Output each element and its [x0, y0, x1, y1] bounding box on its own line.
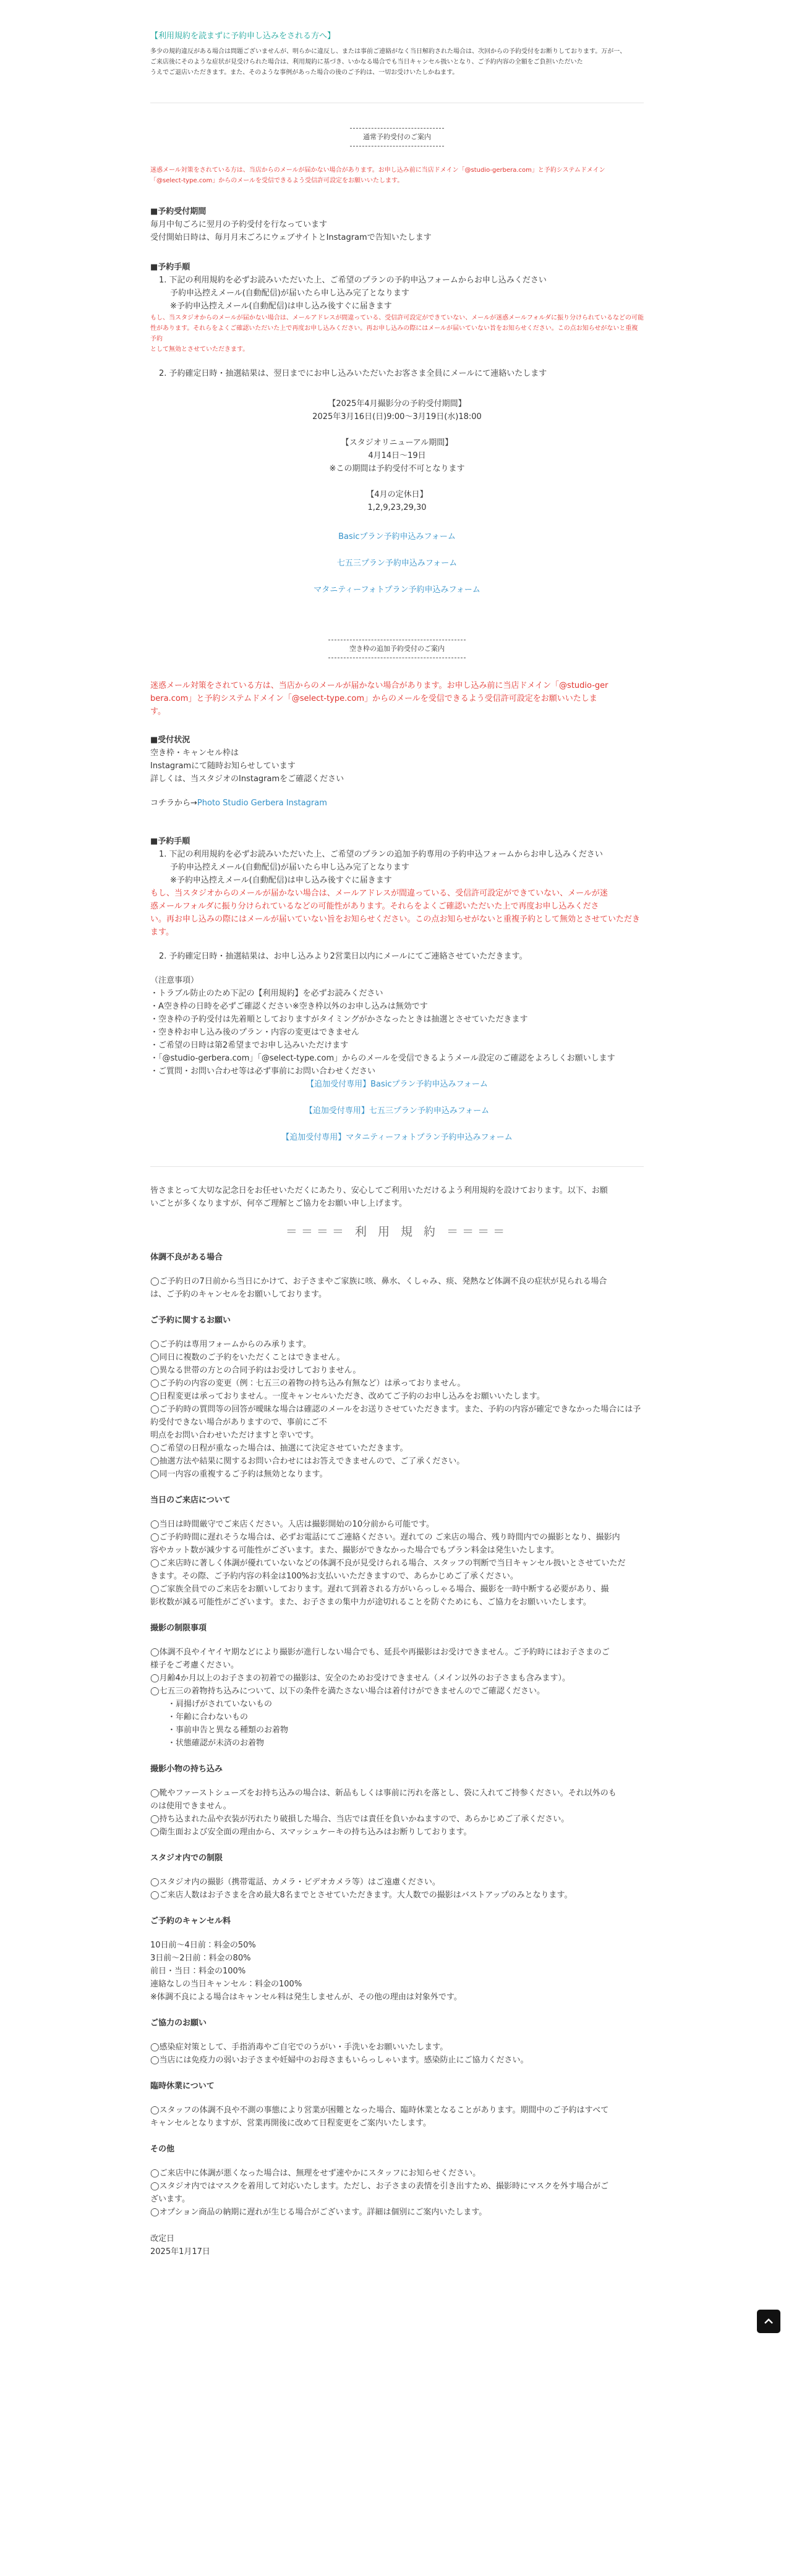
step1-warning [150, 313, 644, 355]
period-title: ■予約受付期間 [150, 207, 207, 216]
terms-line: のは使用できません。 [150, 1802, 231, 1811]
terms-line: ◯オプション商品の納期に遅れが生じる場合がございます。詳細は個別にご案内いたします。 [150, 2208, 487, 2217]
terms-subline: ・肩揚げがされていないもの [168, 1700, 273, 1709]
terms-section-title: スタジオ内での制限 [150, 1854, 223, 1863]
terms-section-body [150, 1787, 644, 1839]
terms-line: ◯抽選方法や結果に関するお問い合わせにはお答えできませんので、ご了承ください。 [150, 1457, 465, 1466]
terms-line: キャンセルとなりますが、営業再開後に改めて日程変更をご案内いたします。 [150, 2119, 431, 2128]
notice-line: 「@select-type.com」からのメールを受信できるよう受信許可設定をお願いいたします。 [150, 177, 404, 184]
terms-line: ◯当日は時間厳守でご来店ください。入店は撮影開始の10分前から可能です。 [150, 1520, 435, 1529]
terms-section-title: 臨時休業について [150, 2082, 215, 2091]
terms-line: ◯ご予約時間に遅れそうな場合は、必ずお電話にてご連絡ください。遅れての ご来店の場合、残り時間内での撮影となり、撮影内 [150, 1533, 620, 1542]
terms-line: ◯異なる世帯の方との合同予約はお受けしておりません。 [150, 1366, 361, 1375]
terms-line: ◯ご来店人数はお子さまを含め最大8名までとさせていただきます。大人数での撮影はバストアップのみとなります。 [150, 1891, 573, 1900]
terms-line: 様子をご考慮ください。 [150, 1661, 239, 1670]
terms-subline: ・事前申告と異なる種類のお着物 [168, 1726, 289, 1735]
terms-line: ◯七五三の着物持ち込みについて、以下の条件を満たさない場合は着付けができませんのでご確認ください。 [150, 1687, 545, 1696]
terms-section-title: 撮影の制限事項 [150, 1624, 207, 1633]
note-item: ・空き枠の予約受付は先着順としておりますがタイミングがかさなったときは抽選とさせていただきます [150, 1015, 528, 1024]
basic-form-link[interactable]: Basicプラン予約申込みフォーム [338, 532, 456, 541]
terms-line: ◯ご予約時の質問等の回答が曖昧な場合は確認のメールをお送りさせていただきます。また、予約の内容が確定できなかった場合には予約受付できない場合がありますので、事前にご不 [150, 1405, 641, 1427]
terms-subline: ・年齢に合わないもの [168, 1713, 249, 1722]
terms-line: ◯月齢4か月以上のお子さまの初着での撮影は、安全のためお受けできません（メイン以外のお子さまも含みます）。 [150, 1674, 571, 1683]
maternity-form-link[interactable]: マタニティーフォトプラン予約申込みフォーム [314, 585, 480, 595]
extra-maternity-form-link[interactable]: 【追加受付専用】マタニティーフォトプラン予約申込みフォーム [281, 1133, 513, 1142]
step1-sub-line: ※予約申込控えメール(自動配信)は申し込み後すぐに届きます [170, 876, 392, 885]
instagram-link[interactable]: Photo Studio Gerbera Instagram [197, 799, 327, 808]
chevron-up-icon [764, 2318, 773, 2324]
terms-line: 連絡なしの当日キャンセル：料金の100% [150, 1980, 302, 1989]
terms-title: ＝＝＝＝ 利 用 規 約 ＝＝＝＝ [285, 1225, 509, 1239]
terms-subline: ・状態確認が未済のお着物 [168, 1739, 265, 1748]
schedule-line: 【スタジオリニューアル期間】 [341, 438, 453, 447]
notice-line: す。 [150, 707, 166, 716]
terms-line: 明点をお問い合わせいただけますと幸いです。 [150, 1431, 318, 1440]
page-content [150, 0, 644, 2258]
terms-line: は、ご予約のキャンセルをお願いしております。 [150, 1290, 327, 1299]
terms-section-title: ご予約に関するお願い [150, 1316, 231, 1325]
notes-title: （注意事項） [150, 976, 199, 985]
instagram-row [150, 797, 644, 810]
terms-section-title: 体調不良がある場合 [150, 1253, 223, 1262]
instagram-prefix: コチラから→ [150, 799, 197, 808]
terms-line: ◯ご来店時に著しく体調が優れていないなどの体調不良が見受けられる場合、スタッフの判断で当日キャンセル扱いとさせていただ [150, 1559, 626, 1568]
extra-spam-notice [150, 679, 644, 718]
step1-sub-line: ※予約申込控えメール(自動配信)は申し込み後すぐに届きます [170, 302, 392, 311]
regular-spam-notice [150, 165, 644, 186]
extra-step1: 1. 下記の利用規約を必ずお読みいただいた上、ご希望のプランの追加予約専用の予約申込フォームからお申し込みください [159, 850, 603, 859]
terms-line: ◯ご予約は専用フォームからのみ承ります。 [150, 1340, 311, 1349]
terms-section-body [150, 1646, 644, 1750]
terms-line: ◯当店には免疫力の弱いお子さまや妊婦中のお母さまもいらっしゃいます。感染防止にご協力ください。 [150, 2056, 529, 2065]
terms-section-title: その他 [150, 2145, 175, 2154]
schedule-block [150, 397, 644, 514]
terms-line: 影枚数が減る可能性がございます。また、お子さまの集中力が途切れることを防ぐためにも、ご協力をお願いいたします。 [150, 1598, 591, 1607]
terms-line: ◯感染症対策として、手指消毒やご自宅でのうがい・手洗いをお願いいたします。 [150, 2043, 448, 2052]
schedule-line: 【4月の定休日】 [366, 490, 428, 499]
terms-line: ◯同日に複数のご予約をいただくことはできません。 [150, 1353, 345, 1362]
step1-sub-line: 予約申込控えメール(自動配信)が届いたら申し込み完了となります [170, 863, 409, 872]
shichigosan-form-link[interactable]: 七五三プラン予約申込みフォーム [336, 559, 458, 568]
notes-list [150, 987, 644, 1078]
extra-step1-sub [150, 861, 644, 887]
status-line: 空き枠・キャンセル枠は [150, 748, 239, 758]
period-line: 毎月中旬ごろに翌月の予約受付を行なっています [150, 220, 328, 229]
extra-flow-title: ■予約手順 [150, 837, 190, 846]
terms-line: ◯日程変更は承っておりません。一度キャンセルいただき、改めてご予約のお申し込みをお願いいたします。 [150, 1392, 545, 1401]
terms-section-body [150, 1518, 644, 1609]
schedule-line: 4月14日〜19日 [368, 451, 426, 460]
terms-line: ◯靴やファーストシューズをお持ち込みの場合は、新品もしくは事前に汚れを落とし、袋に入れてご持参ください。それ以外のも [150, 1789, 617, 1798]
status-line: 詳しくは、当スタジオのInstagramをご確認ください [150, 774, 344, 784]
notice-line: 迷惑メール対策をされている方は、当店からのメールが届かない場合があります。お申し込み前に当店ドメイン「@studio-ger [150, 681, 608, 690]
terms-section-body [150, 2167, 644, 2219]
terms-intro [150, 1184, 644, 1210]
period-lines [150, 218, 644, 244]
warning-line: 性があります。それらをよくご確認いただいた上で再度お申し込みください。再お申し込みの際にはメールが届いていない旨をお知らせください。この点お知らせがないと重複予約 [150, 325, 638, 342]
back-to-top-button[interactable] [757, 2310, 780, 2333]
warning-line: ます。 [150, 928, 174, 937]
schedule-line: 2025年3月16日(日)9:00〜3月19日(水)18:00 [312, 412, 482, 422]
terms-line: ◯スタジオ内の撮影（携帯電話、カメラ・ビデオカメラ等）はご遠慮ください。 [150, 1878, 440, 1887]
terms-line: きます。その際、ご予約内容の料金は100%お支払いいただきますので、あらかじめご了承ください。 [150, 1572, 518, 1581]
revised-date: 2025年1月17日 [150, 2247, 210, 2256]
terms-section-body [150, 1939, 644, 2004]
terms-section-body [150, 2104, 644, 2130]
terms-line: 10日前〜4日前：料金の50% [150, 1941, 256, 1950]
terms-intro-line: いごとが多くなりますが、何卒ご理解とご協力をお願い申し上げます。 [150, 1199, 407, 1208]
warning-line: もし、当スタジオからのメールが届かない場合は、メールアドレスが間違っている、受信許可設定ができていない、メールが迷 [150, 889, 608, 898]
terms-line: ◯ご来店中に体調が悪くなった場合は、無理をせず速やかにスタッフにお知らせください。 [150, 2169, 481, 2178]
extra-box-label: 空き枠の追加予約受付のご案内 [328, 640, 466, 658]
status-title: ■受付状況 [150, 735, 190, 745]
terms-line: ◯衛生面および安全面の理由から、スマッシュケーキの持ち込みはお断りしております。 [150, 1828, 472, 1837]
terms-line: ざいます。 [150, 2195, 190, 2204]
intro-line: ご来店後にそのような症状が見受けられた場合は、利用規約に基づき、いかなる場合でも当日キャンセル扱いとなり、ご予約内容の全額をご負担いただいた [150, 59, 583, 66]
terms-section-title: 当日のご来店について [150, 1496, 231, 1505]
regular-box-label: 通常予約受付のご案内 [350, 128, 444, 146]
notice-line: 迷惑メール対策をされている方は、当店からのメールが届かない場合があります。お申し込み前に当店ドメイン「@studio-gerbera.com」と予約システムドメイン [150, 167, 605, 174]
terms-line: ◯ご希望の日程が重なった場合は、抽選にて決定させていただきます。 [150, 1444, 408, 1453]
warning-line: もし、当スタジオからのメールが届かない場合は、メールアドレスが間違っている、受信許可設定ができていない、メールが迷惑メールフォルダに振り分けられているなどの可能 [150, 315, 644, 321]
terms-section-body [150, 1338, 644, 1481]
terms-line: ◯体調不良やイヤイヤ期などにより撮影が進行しない場合でも、延長や再撮影はお受けできません。ご予約時にはお子さまのご [150, 1648, 610, 1657]
step1-sub-line: 予約申込控えメール(自動配信)が届いたら申し込み完了となります [170, 289, 409, 298]
terms-intro-line: 皆さまとって大切な記念日をお任せいただくにあたり、安心してご利用いただけるよう利用規約を設けております。以下、お願 [150, 1186, 608, 1195]
note-item: ・ご希望の日時は第2希望までお申し込みいただけます [150, 1041, 349, 1050]
extra-step2: 2. 予約確定日時・抽選結果は、お申し込みより2営業日以内にメールにてご連絡させていただきます。 [159, 952, 527, 961]
terms-line: 3日前〜2日前：料金の80% [150, 1954, 251, 1963]
revised-label: 改定日 [150, 2234, 175, 2243]
terms-section-title: 撮影小物の持ち込み [150, 1765, 223, 1774]
note-item: ・「@studio-gerbera.com」「@select-type.com」からのメールを受信できるようメール設定のご確認をよろしくお願いします [150, 1054, 615, 1063]
terms-line: ※体調不良による場合はキャンセル料は発生しませんが、その他の理由は対象外です。 [150, 1993, 462, 2002]
note-item: ・トラブル防止のため下記の【利用規約】を必ずお読みください [150, 989, 383, 998]
note-item: ・空き枠お申し込み後のプラン・内容の変更はできません [150, 1028, 360, 1037]
terms-line: ◯ご予約日の7日前から当日にかけて、お子さまやご家族に咳、鼻水、くしゃみ、痰、発熱など体調不良の症状が見られる場合 [150, 1277, 607, 1286]
warning-line: 惑メールフォルダに振り分けられているなどの可能性があります。それらをよくご確認いただいた上で再度お申し込みくださ [150, 902, 599, 911]
status-line: Instagramにて随時お知らせしています [150, 761, 296, 771]
extra-basic-form-link[interactable]: 【追加受付専用】Basicプラン予約申込みフォーム [306, 1080, 488, 1089]
note-item: ・ご質問・お問い合わせ等は必ず事前にお問い合わせください [150, 1067, 376, 1076]
step2: 2. 予約確定日時・抽選結果は、翌日までにお申し込みいただいたお客さま全員にメールにて連絡いたします [159, 369, 547, 378]
intro-line: うえでご退店いただきます。また、そのような事例があった場合の後のご予約は、一切お受けいたしかねます。 [150, 69, 459, 76]
step1-sub [150, 287, 644, 313]
terms-section-title: ご協力のお願い [150, 2019, 207, 2028]
terms-line: ◯持ち込まれた品や衣装が汚れたり破損した場合、当店では責任を負いかねますので、あらかじめご了承ください。 [150, 1815, 570, 1824]
terms-line: 容やカット数が減少する可能性がございます。また、撮影ができなかった場合でもプラン料金は発生いたします。 [150, 1546, 559, 1555]
extra-step1-warning [150, 887, 644, 939]
terms-section-body [150, 1876, 644, 1902]
status-lines [150, 747, 644, 786]
step1: 1. 下記の利用規約を必ずお読みいただいた上、ご希望のプランの予約申込フォームからお申し込みください [159, 276, 547, 285]
warning-line: い。再お申し込みの際にはメールが届いていない旨をお知らせください。この点お知らせがないと重複予約として無効とさせていただき [150, 915, 640, 924]
intro-text [150, 46, 644, 78]
terms-line: ◯同一内容の重複するご予約は無効となります。 [150, 1470, 328, 1479]
terms-section-body [150, 2041, 644, 2067]
warning-line: として無効とさせていただきます。 [150, 346, 249, 353]
terms-section-body [150, 1275, 644, 1301]
intro-line: 多少の規約違反がある場合は問題ございませんが、明らかに違反し、または事前ご連絡がなく当日解約された場合は、次回からの予約受付をお断りしております。万が一、 [150, 48, 626, 55]
schedule-line: ※この期間は予約受付不可となります [329, 464, 465, 473]
flow-title: ■予約手順 [150, 263, 190, 272]
terms-line: ◯スタジオ内ではマスクを着用して対応いたします。ただし、お子さまの表情を引き出すため、撮影時にマスクを外す場合がご [150, 2182, 608, 2191]
note-item: ・A空き枠の日時を必ずご確認ください※空き枠以外のお申し込みは無効です [150, 1002, 428, 1011]
notice-line: bera.com」と予約システムドメイン「@select-type.com」からのメールを受信できるよう受信許可設定をお願いいたしま [150, 694, 597, 703]
terms-line: ◯ご家族全員でのご来店をお願いしております。遅れて到着される方がいらっしゃる場合、撮影を一時中断する必要があり、撮 [150, 1585, 609, 1594]
intro-heading: 【利用規約を読まずに予約申し込みをされる方へ】 [150, 32, 336, 41]
terms-line: ◯ご予約の内容の変更（例：七五三の着物の持ち込み有無など）は承っておりません。 [150, 1379, 466, 1388]
terms-section-title: ご予約のキャンセル料 [150, 1917, 231, 1926]
period-line: 受付開始日時は、毎月月末ごろにウェブサイトとInstagramで告知いたします [150, 233, 432, 242]
terms-line: 前日・当日：料金の100% [150, 1967, 246, 1976]
extra-shichigosan-form-link[interactable]: 【追加受付専用】七五三プラン予約申込みフォーム [304, 1106, 490, 1116]
schedule-line: 1,2,9,23,29,30 [367, 503, 427, 512]
schedule-line: 【2025年4月撮影分の予約受付期間】 [328, 399, 466, 409]
terms-line: ◯スタッフの体調不良や不測の事態により営業が困難となった場合、臨時休業となることがあります。期間中のご予約はすべて [150, 2106, 609, 2115]
